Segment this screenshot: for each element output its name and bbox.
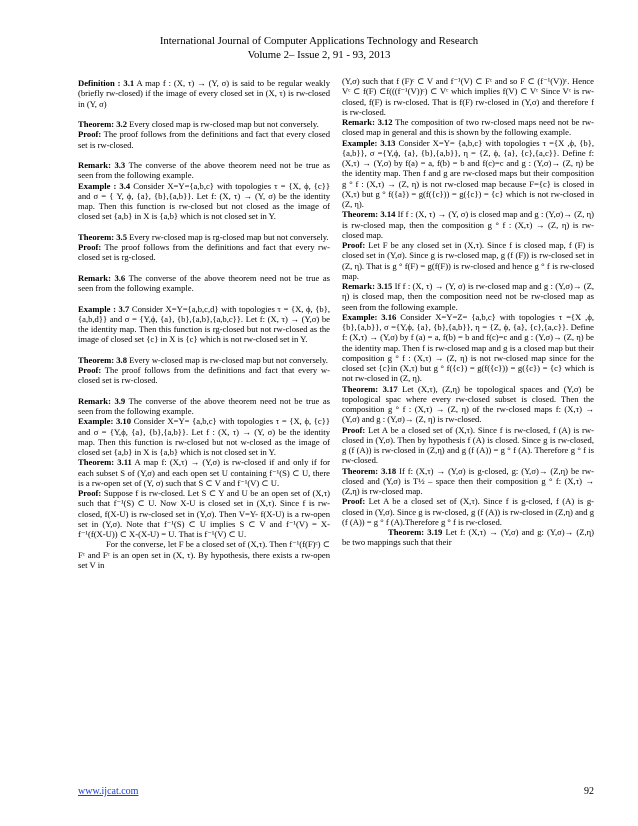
paragraph-heading: Theorem: 3.17 xyxy=(342,383,398,394)
page-number: 92 xyxy=(584,786,594,797)
paragraph xyxy=(342,384,594,425)
paragraph xyxy=(78,181,330,222)
paragraph-heading: Theorem: 3.8 xyxy=(78,354,128,365)
paragraph-heading: Remark: 3.6 xyxy=(78,272,126,283)
paragraph-heading: Proof: xyxy=(342,496,366,507)
paragraph-text: The converse of the above theorem need not be true as seen from the following example. xyxy=(78,395,331,416)
paragraph xyxy=(78,119,330,129)
paragraph-heading: Proof: xyxy=(342,240,366,250)
paragraph-heading: Theorem: 3.19 xyxy=(388,527,443,537)
paragraph-heading: Remark: 3.15 xyxy=(342,281,393,291)
paragraph-text: Let A be a closed set of (X,τ). Since f is g-closed, f (A) is g-closed in (Y,σ). Since g is rw-closed, g (f (A)) is rw-closed in (Z,η) and g (f (A)) = g ° f (A).Therefore g ° f is rw-closed. xyxy=(342,496,594,527)
paragraph-text: For the converse, let F be a closed set of (X,τ). Then f⁻¹(f(F)ᶜ) ⊂ Fᶜ and Fᶜ is an open set in (X, τ). By hypothesis, there exists a rw-open set V in xyxy=(78,539,330,570)
paragraph-heading: Proof: xyxy=(342,424,366,435)
paragraph-heading: Example: 3.10 xyxy=(78,416,132,427)
paragraph-text: If f : (X, τ) → (Y, σ) is closed map and g : (Y,σ)→ (Z, η) is rw-closed map, then the composition g ° f : (X,τ) → (Z, η) is rw-closed map. xyxy=(342,209,594,240)
paragraph-text: A map f : (X, τ) → (Y, σ) is said to be regular weakly (briefly rw-closed) if the image of every closed set in (X, τ) is rw-closed in (Y, σ) xyxy=(78,78,330,109)
paragraph-text: Consider X=Y=Z= {a,b,c} with topologies τ ={X ,ϕ, {b},{a,b}}, σ ={Y,ϕ, {a}, {b},{a,b}}, η = {Z, ϕ, {a}, {c},{a,c}}. Define f: (X,τ) → (Y,σ) by f (a) = a, f(b) = b and f(c)=c and g : (Y,σ)→ (Z, η) be the identity map. Then f is rw-closed map and g is a closed map but their composition g ° f : (X,τ) → (Z, η) is not rw-closed map since for the closed set {c}in (X,τ) but g ° f({c}) = g(f({c})) = g({c}) = {c} which is not rw-closed in (Z, η). xyxy=(342,311,595,384)
paragraph-heading: Example: 3.16 xyxy=(342,311,397,322)
paragraph-heading: Example : 3.4 xyxy=(78,180,131,191)
paragraph xyxy=(78,232,330,242)
paragraph xyxy=(342,240,594,281)
paragraph-text: A map f: (X,τ) → (Y,σ) is rw-closed if and only if for each subset S of (Y,σ) and each open set U containing f⁻¹(S) ⊂ U, there is a rw-open set of (Y, σ) such that S ⊂ V and f⁻¹(V) ⊂ U. xyxy=(78,457,330,488)
paragraph xyxy=(78,416,330,457)
paragraph xyxy=(342,117,594,138)
paragraph-text: Every rw-closed map is rg-closed map but not conversely. xyxy=(127,231,329,242)
paragraph-text: Consider X=Y= {a,b,c} with topologies τ ={X ,ϕ, {b},{a,b}}, σ ={Y,ϕ, {a}, {b},{a,b}}, η = {Z, ϕ, {a}, {c},{a,c}}. Define f: (X,τ) → (Y,σ) by f(a) = a, f(b) = b and f(c)=c and g : (Y,σ)→ (Z, η) be the identity map. Then f and g are rw-closed maps but their composition g ° f : (X,τ) → (Z, η) is not rw-closed map because F={c} is closed in (X,τ) but g ° f({a}) = g(f({c})) = g({c}) = {c} which is not rw-closed in (Z, η). xyxy=(342,137,594,209)
paragraph-heading: Theorem: 3.5 xyxy=(78,231,128,242)
paragraph-text: Consider X=Y={a,b,c} with topologies τ = {X, ϕ, {c}} and σ = { Y, ϕ, {a}, {b},{a,b}}. Let f: (X, τ) → (Y, σ) be the identity map. Then this function is rw-closed but not closed as the image of closed set {a,b} in X is {a,b} which is not closed set in Y. xyxy=(78,180,330,222)
paragraph-heading: Theorem: 3.18 xyxy=(342,465,397,476)
paragraph-heading: Definition : 3.1 xyxy=(78,78,135,88)
journal-title: International Journal of Computer Applications Technology and Research xyxy=(159,35,479,47)
journal-url-link[interactable]: www.ijcat.com xyxy=(78,786,139,797)
paragraph-text: The converse of the above theorem need not be true as seen from the following example. xyxy=(78,272,331,293)
paragraph-text: Suppose f is rw-closed. Let S ⊂ Y and U be an open set of (X,τ) such that f⁻¹(S) ⊂ U. Now X-U is closed set in (X,τ). Since f is rw-closed, f(X-U) is rw-closed set in (Y,σ). Then V=Y- f(X-U) is a rw-open set in (Y,σ). Note that f⁻¹(S) ⊂ U implies S ⊂ V and f⁻¹(V) = X- f⁻¹(f(X-U)) ⊂ X-(X-U) = U. That is f⁻¹(V) ⊂ U. xyxy=(78,488,330,539)
paragraph xyxy=(342,466,594,497)
paragraph xyxy=(342,209,594,240)
paragraph-heading: Proof: xyxy=(78,129,102,140)
paragraph-text: Let f: (X,τ) → (Y,σ) and g: (Y,σ)→ (Z,η) be two mappings such that their xyxy=(342,527,594,548)
paragraph xyxy=(78,304,330,345)
page-header xyxy=(0,34,638,62)
right-column xyxy=(342,76,594,558)
paragraph xyxy=(342,425,594,466)
paragraph xyxy=(342,138,594,210)
paragraph-text: Let F be any closed set in (X,τ). Since f is closed map, f (F) is closed set in (Y,σ). Since g is rw-closed map, g (f (F)) is rw-closed set in (Z, η). That is g ° f(F) = g(f(F)) is rw-closed and hence g ° f is rw-closed map. xyxy=(342,240,594,281)
paragraph xyxy=(78,160,330,181)
paragraph xyxy=(78,539,330,570)
paragraph-text: Every closed map is rw-closed map but not conversely. xyxy=(127,119,319,129)
paragraph-heading: Theorem: 3.14 xyxy=(342,209,396,220)
paragraph-heading: Example : 3.7 xyxy=(78,303,130,314)
paragraph xyxy=(78,396,330,417)
paragraph-text: The proof follows from the definitions and fact that every w-closed set is rw-closed. xyxy=(78,365,330,386)
paragraph-heading: Remark: 3.9 xyxy=(78,395,126,406)
paragraph-text: Let (X,τ), (Z,η) be topological spaces and (Y,σ) be topological spac where every rw-closed subset is closed. Then the composition g ° f : (X,τ) → (Z, η) of the rw-closed maps f: (X,τ) → (Y,σ) and g : (Y,σ)→ (Z, η) is rw-closed. xyxy=(342,383,594,425)
paragraph xyxy=(342,496,594,527)
paragraph xyxy=(342,312,594,384)
paragraph-text: The proof follows from the definitions and fact that every rw-closed set is rg-closed. xyxy=(78,242,330,263)
paragraph-heading: Theorem: 3.2 xyxy=(78,119,128,129)
paragraph xyxy=(78,242,330,263)
paragraph-text: The composition of two rw-closed maps need not be rw-closed map in general and this is shown by the following example. xyxy=(342,117,594,138)
paragraph xyxy=(78,457,330,488)
paragraph-text: The converse of the above theorem need not be true as seen from the following example. xyxy=(78,160,331,181)
paragraph xyxy=(342,76,594,117)
paragraph xyxy=(78,273,330,294)
paragraph-text: If f : (X, τ) → (Y, σ) is rw-closed map and g : (Y,σ)→ (Z, η) is closed map, then the composition need not be rw-closed map as seen from the following example. xyxy=(342,281,594,312)
paragraph xyxy=(78,78,330,109)
paragraph-heading: Proof: xyxy=(78,242,102,252)
paragraph xyxy=(78,355,330,365)
paragraph xyxy=(342,281,594,312)
paragraph-text: (Y,σ) such that f (F)ᶜ ⊂ V and f⁻¹(V) ⊂ Fᶜ and so F ⊂ (f⁻¹(V))ᶜ. Hence Vᶜ ⊂ f(F) ⊂f(((f⁻¹(V))ᶜ) ⊂ Vᶜ which implies f(V) ⊂ Vᶜ Since Vᶜ is rw-closed, f(F) is rw-closed. That is f(F) rw-closed in (Y,σ) and therefore f is rw-closed. xyxy=(342,76,594,117)
paragraph-heading: Theorem: 3.11 xyxy=(78,457,132,468)
paragraph-text: The proof follows from the definitions and fact that every closed set is rw-closed. xyxy=(78,129,330,150)
paragraph-text: If f: (X,τ) → (Y,σ) is g-closed, g: (Y,σ)→ (Z,η) be rw-closed and (Y,σ) is T½ – space then their composition g ° f: (X,τ) → (Z,η) is rw-closed map. xyxy=(342,465,594,496)
paragraph xyxy=(78,488,330,539)
page-footer xyxy=(78,786,594,797)
paragraph-heading: Example: 3.13 xyxy=(342,137,396,148)
paragraph-text: Consider X=Y={a,b,c,d} with topologies τ = {X, ϕ, {b},{a,b,d}} and σ = {Y,ϕ, {a}, {b},{a,b},{a,b,c}}. Let f: (X, τ) → (Y,σ) be the identity map. Then this function is rg-closed but not rw-closed as the image of closed set {c} in X is {c} which is not rw-closed set in Y. xyxy=(78,303,330,345)
left-column xyxy=(78,78,330,580)
paragraph-heading: Proof: xyxy=(78,488,102,498)
paragraph xyxy=(342,527,594,548)
paragraph-heading: Proof: xyxy=(78,365,102,375)
paragraph-text: Every w-closed map is rw-closed map but not conversely. xyxy=(127,354,328,365)
paragraph-heading: Remark: 3.3 xyxy=(78,160,126,170)
paragraph-text: Let A be a closed set of (X,τ). Since f is rw-closed, f (A) is rw-closed in (Y,σ). Then by hypothesis f (A) is closed. Since g is rw-closed, g (f (A)) is rw-closed in (Z,η) and g (f (A)) = g ° f (A). Therefore g ° f is rw-closed. xyxy=(342,424,594,466)
paragraph-heading: Remark: 3.12 xyxy=(342,117,393,127)
volume-issue: Volume 2– Issue 2, 91 - 93, 2013 xyxy=(247,49,391,61)
paragraph xyxy=(78,129,330,150)
paragraph-text: Consider X=Y= {a,b,c} with topologies τ = {X, ϕ, {c}} and σ = {Y,ϕ, {a}, {b},{a,b}}. Let f : (X, τ) → (Y, σ) be the identity map. Then this function is rw-closed but not w-closed as the image of closed set {a,b} in X is {a,b} which is not closed set in Y. xyxy=(78,416,330,457)
paragraph xyxy=(78,365,330,386)
